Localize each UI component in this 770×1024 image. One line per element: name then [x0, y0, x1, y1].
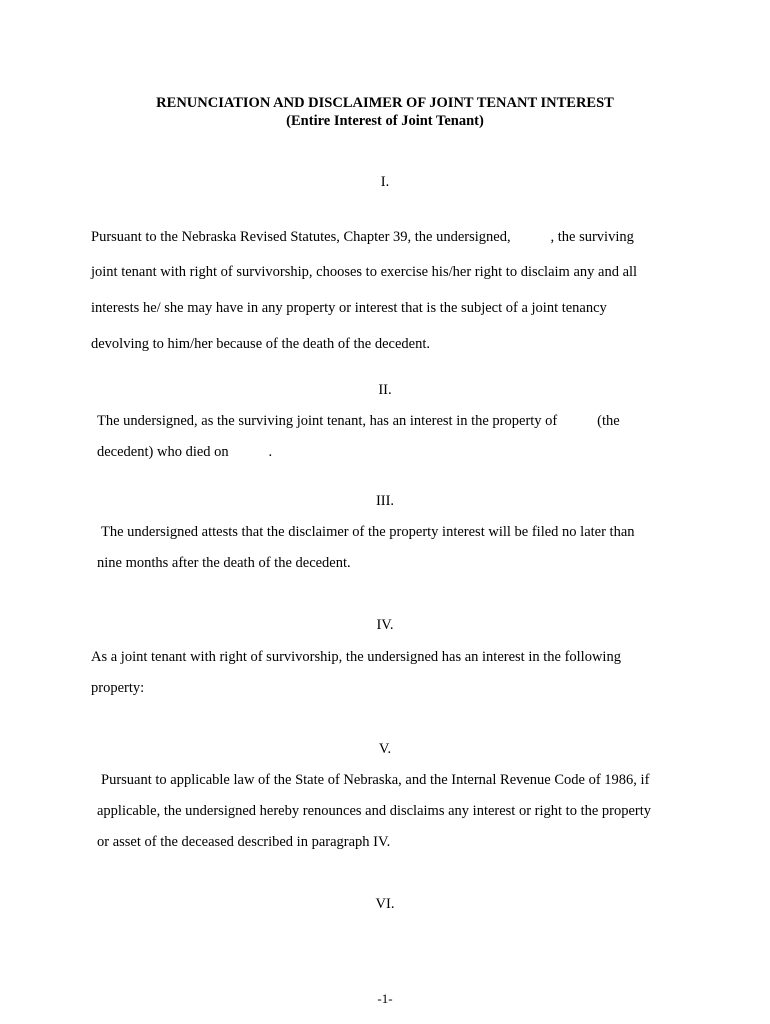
section-1-line: Pursuant to the Nebraska Revised Statutes, Chapter 39, the undersigned, , the surviving	[91, 229, 634, 245]
section-1-line: interests he/ she may have in any property or interest that is the subject of a joint tenancy	[91, 300, 607, 316]
section-1-line: joint tenant with right of survivorship, chooses to exercise his/her right to disclaim any and all	[91, 264, 638, 280]
section-1-line: devolving to him/her because of the death of the decedent.	[91, 336, 431, 352]
section-6-numeral: VI.	[375, 896, 395, 912]
section-5-line: Pursuant to applicable law of the State of Nebraska, and the Internal Revenue Code of 1986, if	[101, 772, 650, 788]
document-title: RENUNCIATION AND DISCLAIMER OF JOINT TENANT INTEREST	[156, 95, 614, 111]
section-4-line: As a joint tenant with right of survivorship, the undersigned has an interest in the following	[91, 649, 621, 665]
section-1-numeral: I.	[380, 174, 390, 190]
section-2-line: decedent) who died on .	[97, 444, 273, 460]
section-3-line: nine months after the death of the decedent.	[97, 555, 351, 571]
section-4-numeral: IV.	[376, 617, 394, 633]
page-number: -1-	[377, 991, 393, 1006]
section-5-line: or asset of the deceased described in paragraph IV.	[97, 834, 391, 850]
section-2-numeral: II.	[378, 382, 392, 398]
section-5-line: applicable, the undersigned hereby renounces and disclaims any interest or right to the property	[97, 803, 652, 819]
section-2-line: The undersigned, as the surviving joint tenant, has an interest in the property of (the	[97, 413, 620, 429]
section-4-line: property:	[91, 680, 145, 696]
document-subtitle: (Entire Interest of Joint Tenant)	[286, 113, 484, 129]
section-5-numeral: V.	[378, 741, 392, 757]
section-3-line: The undersigned attests that the disclaimer of the property interest will be filed no later than	[101, 524, 635, 540]
section-3-numeral: III.	[375, 493, 395, 509]
